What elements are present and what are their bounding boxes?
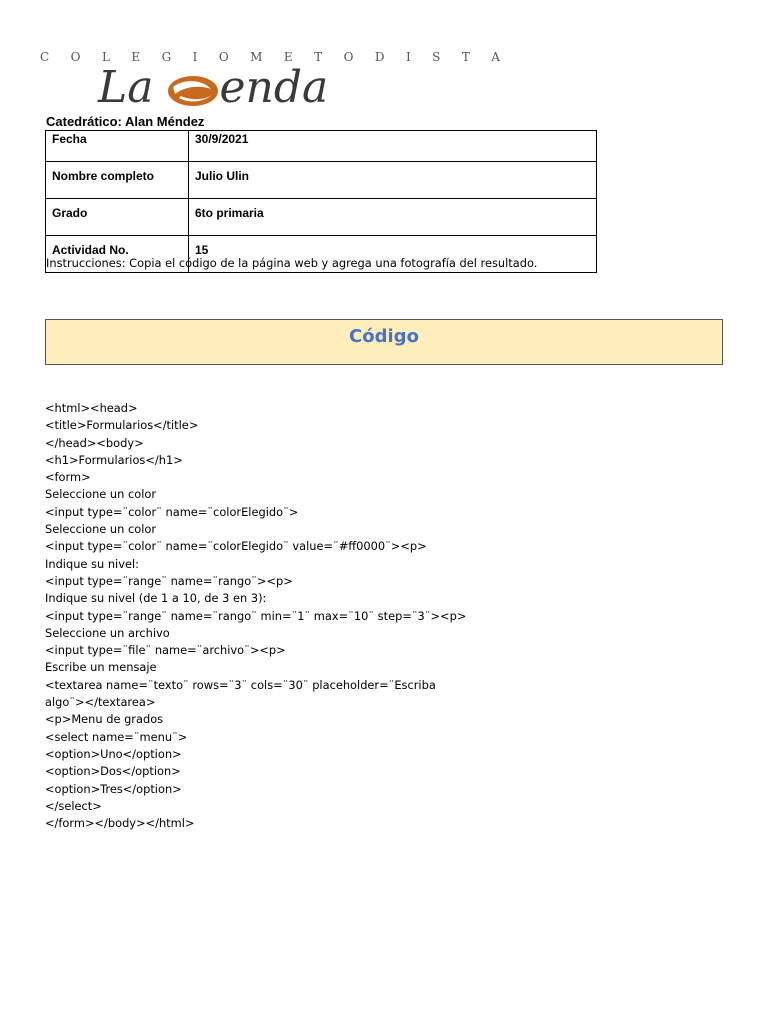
code-line: <input type=¨range¨ name=¨rango¨><p> (45, 573, 293, 588)
code-line: <html><head> (45, 401, 138, 415)
logo-letter: O (343, 50, 354, 64)
code-line: </form></body></html> (45, 816, 195, 831)
code-line: <input type=¨color¨ name=¨colorElegido¨> (45, 504, 299, 519)
logo-letter: O (70, 50, 81, 64)
row-value: Julio Ulin (189, 162, 597, 199)
logo-letter: I (192, 50, 198, 64)
instructions-text: Instrucciones: Copia el código de la página web y agrega una fotografía del resultado. (46, 256, 538, 270)
row-value: 30/9/2021 (189, 131, 597, 162)
table-row (46, 162, 597, 199)
school-logo-script (98, 62, 438, 114)
row-label: Grado (46, 199, 189, 236)
row-label: Nombre completo (46, 162, 189, 199)
code-line: Seleccione un color (45, 487, 157, 502)
logo-letter: T (461, 50, 470, 64)
logo-letter: A (491, 50, 500, 64)
code-line: </head><body> (45, 435, 144, 450)
logo-script-start: La (98, 62, 168, 113)
logo-script-end: enda (219, 62, 329, 113)
table-row (46, 131, 597, 162)
row-label: Fecha (46, 131, 189, 162)
code-line: <option>Tres</option> (45, 781, 182, 796)
code-line: <title>Formularios</title> (45, 418, 199, 433)
code-line: <input type=¨file¨ name=¨archivo¨><p> (45, 643, 286, 658)
code-line: </select> (45, 798, 102, 813)
logo-letter: T (314, 50, 323, 64)
logo-letter: E (131, 50, 141, 64)
school-emblem-icon (167, 74, 219, 108)
code-line: <input type=¨range¨ name=¨rango¨ min=¨1¨ max=¨10¨ step=¨3¨><p> (45, 608, 467, 623)
logo-letter: M (250, 50, 263, 64)
section-header-box (45, 319, 723, 365)
code-block (45, 400, 465, 832)
teacher-name: Catedrático: Alan Méndez (46, 114, 205, 129)
code-line: <textarea name=¨texto¨ rows=¨3¨ cols=¨30¨ placeholder=¨Escriba (45, 677, 436, 692)
row-value: 6to primaria (189, 199, 597, 236)
code-line: <option>Dos</option> (45, 764, 181, 779)
code-line: algo¨></textarea> (45, 695, 156, 710)
student-info-table (45, 130, 597, 273)
code-line: <p>Menu de grados (45, 712, 164, 727)
logo-letter: D (374, 50, 385, 64)
logo-letter: S (432, 50, 441, 64)
logo-letter: L (101, 50, 110, 64)
section-title: Código (349, 326, 419, 347)
code-line: Indique su nivel (de 1 a 10, de 3 en 3): (45, 591, 267, 606)
row-label: Actividad No. (46, 236, 189, 273)
code-line: Indique su nivel: (45, 556, 139, 571)
logo-letter: C (40, 50, 50, 64)
code-line: Seleccione un color (45, 522, 157, 537)
code-line: <h1>Formularios</h1> (45, 452, 183, 467)
code-line: <input type=¨color¨ name=¨colorElegido¨ value=¨#ff0000¨><p> (45, 539, 427, 554)
logo-letter: E (283, 50, 293, 64)
row-value: 15 (189, 236, 597, 273)
logo-letter: O (218, 50, 229, 64)
logo-letter: G (161, 50, 172, 64)
code-line: <form> (45, 470, 91, 485)
code-line: <select name=¨menu¨> (45, 729, 188, 744)
code-line: Escribe un mensaje (45, 660, 157, 675)
code-line: <option>Uno</option> (45, 746, 182, 761)
logo-letter: I (405, 50, 411, 64)
code-line: Seleccione un archivo (45, 625, 170, 640)
table-row (46, 199, 597, 236)
